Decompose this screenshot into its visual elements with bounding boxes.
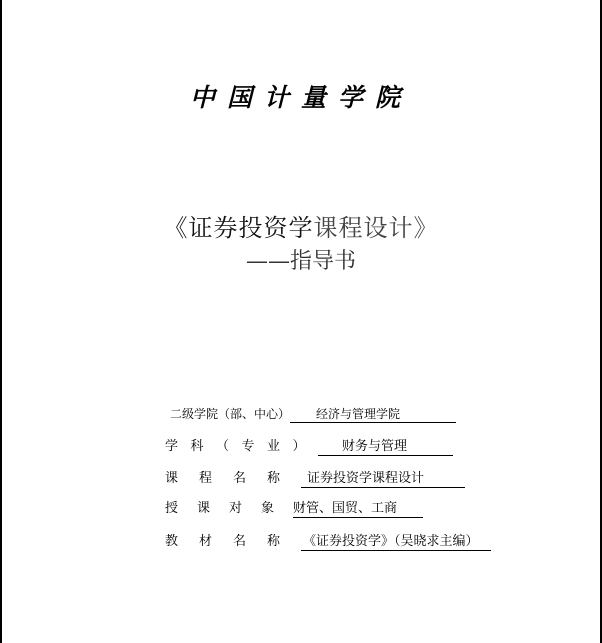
info-row-college [170, 405, 456, 423]
info-row-textbook [165, 533, 491, 551]
info-row-course [165, 470, 465, 488]
info-value: 《证券投资学》（吴晓求主编） [301, 534, 491, 551]
title-part-light: 课程设计 [313, 214, 414, 242]
university-name: 中国计量学院 [189, 83, 412, 112]
info-row-major [165, 438, 453, 456]
title-part-dark: 证券投资学 [188, 214, 314, 242]
info-label: 二级学院（部、中心） [170, 407, 291, 421]
guide-subtitle: ——指导书 [245, 249, 356, 274]
info-label: 学科（专业） [165, 439, 319, 454]
info-value: 证券投资学课程设计 [301, 471, 465, 488]
info-label: 授课对象 [165, 501, 294, 516]
info-row-audience [165, 500, 423, 518]
info-value: 财务与管理 [318, 439, 453, 456]
info-label: 教材名称 [165, 534, 302, 549]
info-label: 课程名称 [165, 471, 302, 486]
info-value: 财管、国贸、工商 [293, 501, 423, 518]
title-open-quote: 《 [163, 214, 189, 242]
title-close-quote: 》 [413, 214, 439, 242]
course-title [0, 208, 602, 243]
info-value: 经济与管理学院 [290, 406, 456, 423]
